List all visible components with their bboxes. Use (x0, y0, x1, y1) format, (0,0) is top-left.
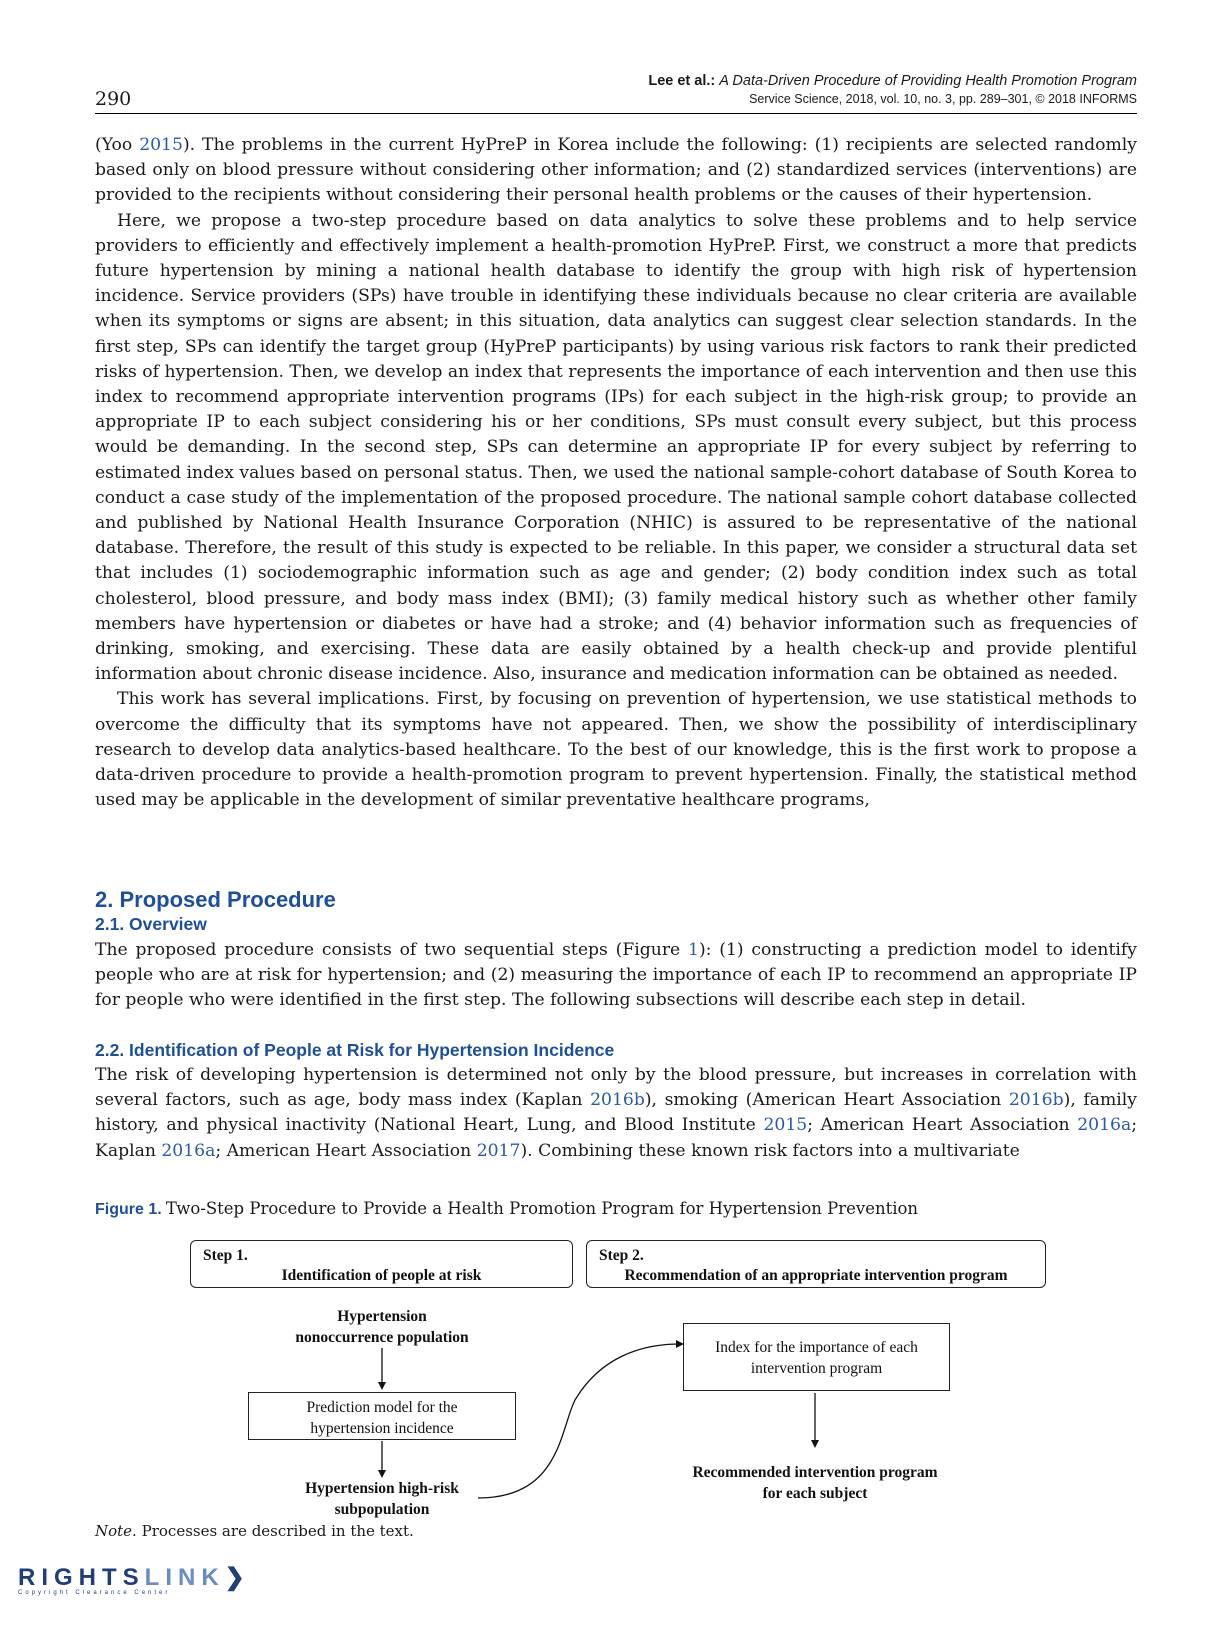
step-2-label: Step 2. (599, 1247, 644, 1264)
subsection-heading-identification: 2.2. Identification of People at Risk for Hypertension Incidence (95, 1040, 615, 1060)
citation-link[interactable]: 2015 (139, 135, 183, 155)
index-line-2: intervention program (750, 1360, 883, 1377)
step-1-title: Identification of people at risk (281, 1267, 482, 1284)
model-line-2: hypertension incidence (310, 1420, 454, 1437)
logo-light-text: LINK (144, 1564, 225, 1591)
citation-link[interactable]: 2017 (476, 1140, 521, 1161)
subsection-heading-overview: 2.1. Overview (95, 914, 207, 934)
text-segment: ), family history, and physical inactivity (National Heart, Lung, and Blood Institute (95, 1090, 1137, 1136)
prediction-model-box (248, 1392, 516, 1440)
logo-subtitle: Copyright Clearance Center (18, 1590, 171, 1596)
text-segment: ), smoking (American Heart Association (644, 1090, 1009, 1111)
citation-link[interactable]: 2016a (161, 1140, 216, 1161)
note-label: Note. (95, 1522, 137, 1540)
citation-link[interactable]: 2015 (763, 1115, 808, 1136)
text-segment: The risk of developing hypertension is determined not only by the blood pressure, but increases in correlation with several factors, such as age, body mass index (Kaplan (95, 1065, 1137, 1111)
rightslink-logo (18, 1563, 251, 1596)
text-segment: ). Combining these known risk factors into a multivariate (520, 1140, 1020, 1161)
model-line-1: Prediction model for the (306, 1399, 458, 1416)
population-line-2: nonoccurrence population (295, 1329, 469, 1346)
step-1-box (190, 1240, 573, 1288)
step-1-label: Step 1. (203, 1247, 248, 1264)
citation-link[interactable]: 1 (688, 940, 699, 960)
recommended-line-2: for each subject (762, 1485, 868, 1502)
running-head-article-title: A Data-Driven Procedure of Providing Health Promotion Program (719, 73, 1137, 89)
rightslink-wordmark (18, 1563, 251, 1592)
text-segment: ): (1) constructing a prediction model to identify people who are at risk for hypertension; and (2) measuring the importance of each IP to recommend an appropriate IP for people who were identified in the first step. The following subsections will describe each step in detail. (95, 940, 1137, 1011)
highrisk-line-2: subpopulation (334, 1501, 430, 1518)
step-2-box (586, 1240, 1046, 1288)
index-line-1: Index for the importance of each (715, 1339, 918, 1356)
population-line-1: Hypertension (337, 1308, 427, 1325)
running-head-authors: Lee et al.: (648, 73, 716, 89)
text-segment: The proposed procedure consists of two sequential steps (Figure (95, 940, 689, 960)
journal-info: Service Science, 2018, vol. 10, no. 3, pp. 289–301, © 2018 INFORMS (749, 92, 1137, 106)
highrisk-line-1: Hypertension high-risk (305, 1480, 459, 1497)
recommended-line-1: Recommended intervention program (692, 1464, 938, 1481)
figure-note (95, 1522, 414, 1540)
text-segment: This work has several implications. First, by focusing on prevention of hypertension, we use statistical methods to overcome the difficulty that its symptoms have not appeared. Then, we show the possibility of interdisciplinary research to develop data analytics-based healthcare. To the best of our knowledge, this is the first work to propose a data-driven procedure to provide a health-promotion program to prevent hypertension. Finally, the statistical method used may be applicable in the development of similar preventative healthcare programs, (95, 689, 1137, 811)
page-number: 290 (95, 88, 132, 110)
figure-caption-text: Two-Step Procedure to Provide a Health Promotion Program for Hypertension Prevention (165, 1199, 919, 1218)
index-box (683, 1323, 950, 1391)
text-segment: Here, we propose a two-step procedure based on data analytics to solve these problems and to help service providers to efficiently and effectively implement a health-promotion HyPreP. First, we construct a more that predicts future hypertension by mining a national health database to identify the group with high risk of hypertension incidence. Service providers (SPs) have trouble in identifying these individuals because no clear criteria are available when its symptoms or signs are absent; in this situation, data analytics can suggest clear selection standards. In the first step, SPs can identify the target group (HyPreP participants) by using various risk factors to rank their predicted risks of hypertension. Then, we develop an index that represents the importance of each intervention and then use this index to recommend appropriate intervention programs (IPs) for each subject in the high-risk group; to provide an appropriate IP to each subject considering his or her conditions, SPs must consult every subject, but this process would be demanding. In the second step, SPs can determine an appropriate IP for every subject by referring to estimated index values based on personal status. Then, we used the national sample-cohort database of South Korea to conduct a case study of the implementation of the proposed procedure. The national sample cohort database collected and published by National Health Insurance Corporation (NHIC) is assured to be representative of the national database. Therefore, the result of this study is expected to be reliable. In this paper, we consider a structural data set that includes (1) sociodemographic information such as age and gender; (2) body condition index such as total cholesterol, blood pressure, and body mass index (BMI); (3) family medical history such as whether other family members have hypertension or diabetes or have had a stroke; and (4) behavior information such as frequencies of drinking, smoking, and exercising. These data are easily obtained by a health check-up and provide plentiful information about chronic disease incidence. Also, insurance and medication information can be obtained as needed. (95, 210, 1137, 685)
figure-label: Figure 1. (95, 1201, 162, 1218)
text-segment: ; American Heart Association (807, 1115, 1078, 1136)
step-2-title: Recommendation of an appropriate intervention program (624, 1267, 1008, 1284)
citation-link[interactable]: 2016a (1077, 1115, 1132, 1136)
citation-link[interactable]: 2016b (590, 1090, 645, 1111)
text-segment: ). The problems in the current HyPreP in Korea include the following: (1) recipients are selected randomly based only on blood pressure without considering other information; and (2) standardized services (interventions) are provided to the recipients without considering their personal health problems or the causes of their hypertension. (95, 135, 1137, 206)
highrisk-node (272, 1478, 492, 1520)
chevron-icon: ❯ (224, 1564, 251, 1591)
text-segment: ; American Heart Association (215, 1140, 477, 1161)
text-segment: (Yoo (95, 135, 140, 155)
section-heading: 2. Proposed Procedure (95, 887, 336, 912)
note-text: Processes are described in the text. (141, 1522, 414, 1540)
population-node (262, 1306, 502, 1348)
citation-link[interactable]: 2016b (1008, 1090, 1064, 1111)
recommended-node (655, 1462, 975, 1504)
logo-dark-text: RIGHTS (18, 1564, 145, 1591)
text-segment: ; Kaplan (95, 1115, 1138, 1161)
